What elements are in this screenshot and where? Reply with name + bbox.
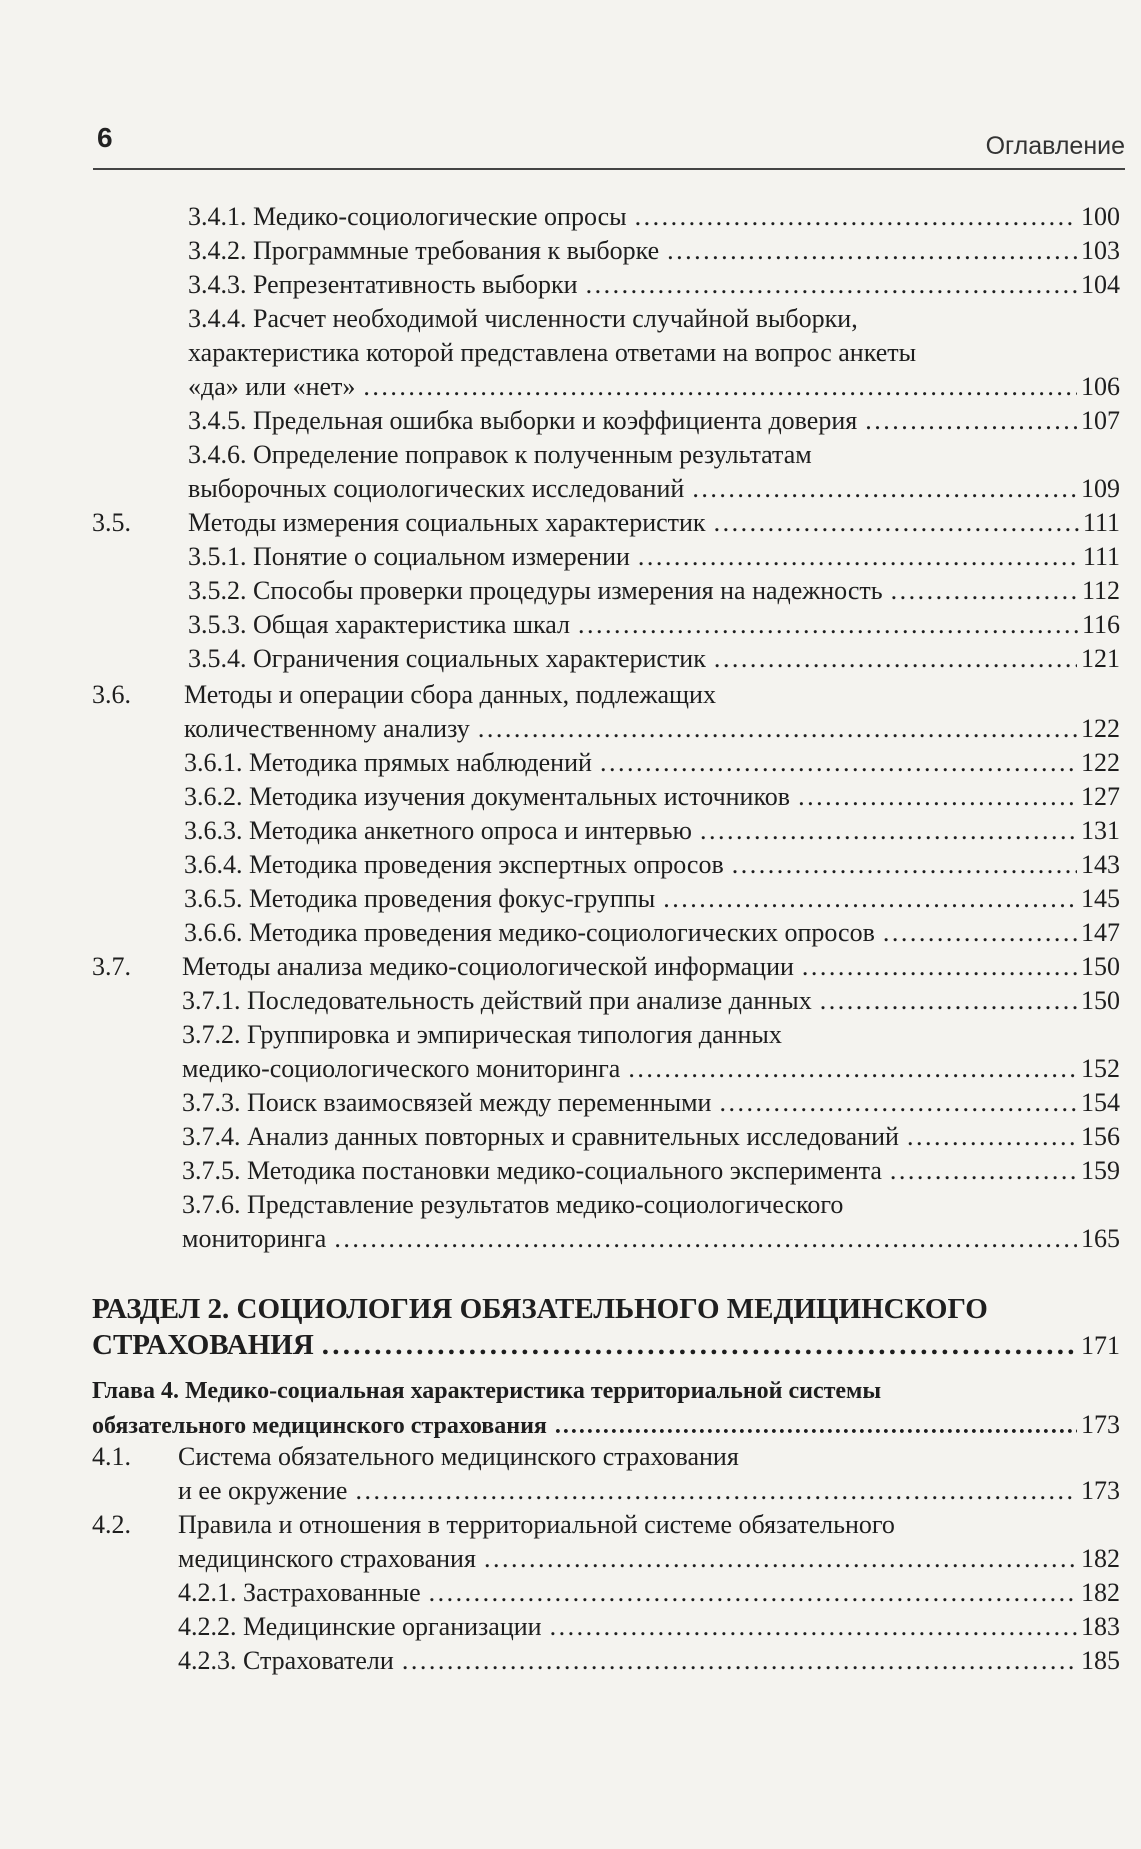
- dot-leader: [891, 574, 1078, 608]
- entry-title-line: 3.7.5. Методика постановки медико-социального эксперимента: [182, 1156, 882, 1185]
- page-ref: 182: [1081, 1544, 1120, 1573]
- entry-title-line: 3.5.3. Общая характеристика шкал: [188, 610, 570, 639]
- dot-leader: [798, 780, 1077, 814]
- entry-title-line: 4.2.3. Страхователи: [178, 1646, 394, 1675]
- page-ref: 127: [1081, 782, 1120, 811]
- entry-title-line: 3.5.1. Понятие о социальном измерении: [188, 542, 630, 571]
- page-ref: 111: [1082, 508, 1120, 537]
- dot-leader: [600, 746, 1077, 780]
- dot-leader: [714, 506, 1079, 540]
- entry-title-line: 3.7.1. Последовательность действий при анализе данных: [182, 986, 812, 1015]
- dot-leader: [663, 882, 1077, 916]
- entry-title-line: 3.6.1. Методика прямых наблюдений: [184, 748, 592, 777]
- section-number: 4.2.: [92, 1510, 131, 1539]
- entry-title-line: 3.4.3. Репрезентативность выборки: [188, 270, 578, 299]
- section-number: 4.1.: [92, 1442, 131, 1471]
- page-ref: 116: [1081, 610, 1120, 639]
- page-ref: 103: [1081, 236, 1120, 265]
- running-title: Оглавление: [985, 132, 1125, 160]
- entry-title-line: 3.7.4. Анализ данных повторных и сравнительных исследований: [182, 1122, 899, 1151]
- entry-title-line: характеристика которой представлена ответами на вопрос анкеты: [188, 338, 917, 367]
- dot-leader: [890, 1154, 1077, 1188]
- dot-leader: [628, 1052, 1077, 1086]
- entry-title-line: и ее окружение: [178, 1476, 348, 1505]
- page-ref: 182: [1081, 1578, 1120, 1607]
- entry-title-line: 3.7.6. Представление результатов медико-социологического: [182, 1190, 844, 1219]
- page-ref: 159: [1081, 1156, 1120, 1185]
- page-number: 6: [97, 122, 113, 153]
- entry-title-line: 3.6.3. Методика анкетного опроса и интервью: [184, 816, 692, 845]
- dot-leader: [550, 1610, 1077, 1644]
- page-ref: 100: [1081, 202, 1120, 231]
- page-ref: 121: [1081, 644, 1120, 673]
- dot-leader: [667, 234, 1077, 268]
- entry-title-line: 3.6.4. Методика проведения экспертных опросов: [184, 850, 724, 879]
- dot-leader: [719, 1086, 1077, 1120]
- dot-leader: [586, 268, 1077, 302]
- page-ref: 104: [1081, 270, 1120, 299]
- entry-title-line: Методы и операции сбора данных, подлежащих: [184, 680, 716, 709]
- entry-title-line: 3.5.2. Способы проверки процедуры измерения на надежность: [188, 576, 883, 605]
- page-ref: 185: [1081, 1646, 1120, 1675]
- entry-title-line: Система обязательного медицинского страхования: [178, 1442, 739, 1471]
- page-ref: 106: [1081, 372, 1120, 401]
- entry-title-line: 3.7.2. Группировка и эмпирическая типология данных: [182, 1020, 782, 1049]
- dot-leader: [638, 540, 1079, 574]
- entry-title-line: «да» или «нет»: [188, 372, 356, 401]
- section-number: 3.5.: [92, 508, 131, 537]
- entry-title-line: 3.6.6. Методика проведения медико-социологических опросов: [184, 918, 875, 947]
- page-ref: 150: [1081, 986, 1120, 1015]
- dot-leader: [429, 1576, 1077, 1610]
- dot-leader: [700, 814, 1077, 848]
- dot-leader: [322, 1328, 1077, 1362]
- entry-title-line: 3.4.6. Определение поправок к полученным результатам: [188, 440, 812, 469]
- page-ref: 152: [1081, 1054, 1120, 1083]
- dot-leader: [355, 1474, 1077, 1508]
- page-ref: 165: [1081, 1224, 1120, 1253]
- entry-title-line: обязательного медицинского страхования: [92, 1413, 547, 1439]
- entry-title-line: Методы измерения социальных характеристик: [188, 508, 706, 537]
- page-ref: 147: [1081, 918, 1120, 947]
- page-ref: 156: [1081, 1122, 1120, 1151]
- dot-leader: [820, 984, 1077, 1018]
- page-ref: 112: [1081, 576, 1120, 605]
- entry-title-line: 4.2.1. Застрахованные: [178, 1578, 421, 1607]
- page-ref: 150: [1081, 952, 1120, 981]
- dot-leader: [578, 608, 1078, 642]
- entry-title-line: Методы анализа медико-социологической информации: [182, 952, 794, 981]
- entry-title-line: 3.4.2. Программные требования к выборке: [188, 236, 660, 265]
- dot-leader: [907, 1120, 1077, 1154]
- page-ref: 154: [1081, 1088, 1120, 1117]
- entry-title-line: 3.6.5. Методика проведения фокус-группы: [184, 884, 656, 913]
- dot-leader: [363, 370, 1077, 404]
- dot-leader: [802, 950, 1077, 984]
- dot-leader: [865, 404, 1077, 438]
- entry-title-line: 3.4.1. Медико-социологические опросы: [188, 202, 627, 231]
- entry-title-line: количественному анализу: [184, 714, 470, 743]
- dot-leader: [478, 712, 1077, 746]
- page-ref: 107: [1081, 406, 1120, 435]
- page-ref: 122: [1081, 748, 1120, 777]
- entry-title-line: Правила и отношения в территориальной системе обязательного: [178, 1510, 895, 1539]
- entry-title-line: РАЗДЕЛ 2. СОЦИОЛОГИЯ ОБЯЗАТЕЛЬНОГО МЕДИЦИНСКОГО: [92, 1293, 988, 1325]
- dot-leader: [555, 1409, 1077, 1443]
- entry-title-line: выборочных социологических исследований: [188, 474, 685, 503]
- entry-title-line: СТРАХОВАНИЯ: [92, 1329, 314, 1361]
- entry-title-line: 3.5.4. Ограничения социальных характеристик: [188, 644, 706, 673]
- dot-leader: [883, 916, 1077, 950]
- entry-title-line: 3.4.4. Расчет необходимой численности случайной выборки,: [188, 304, 858, 333]
- page-ref: 143: [1081, 850, 1120, 879]
- section-number: 3.7.: [92, 952, 131, 981]
- dot-leader: [714, 642, 1077, 676]
- page-ref: 171: [1081, 1331, 1120, 1360]
- entry-title-line: 3.6.2. Методика изучения документальных источников: [184, 782, 791, 811]
- page-ref: 145: [1081, 884, 1120, 913]
- entry-title-line: 3.7.3. Поиск взаимосвязей между переменными: [182, 1088, 712, 1117]
- page-ref: 183: [1081, 1612, 1120, 1641]
- page-ref: 109: [1081, 474, 1120, 503]
- entry-title-line: медико-социологического мониторинга: [182, 1054, 621, 1083]
- entry-title-line: 4.2.2. Медицинские организации: [178, 1612, 542, 1641]
- dot-leader: [692, 472, 1077, 506]
- page-ref: 122: [1081, 714, 1120, 743]
- entry-title-line: мониторинга: [182, 1224, 327, 1253]
- dot-leader: [334, 1222, 1077, 1256]
- section-number: 3.6.: [92, 680, 131, 709]
- entry-title-line: Глава 4. Медико-социальная характеристика территориальной системы: [92, 1378, 882, 1404]
- dot-leader: [635, 200, 1077, 234]
- entry-title-line: 3.4.5. Предельная ошибка выборки и коэффициента доверия: [188, 406, 858, 435]
- page-ref: 173: [1081, 1410, 1120, 1439]
- page-ref: 111: [1082, 542, 1120, 571]
- page-ref: 131: [1081, 816, 1120, 845]
- dot-leader: [402, 1644, 1077, 1678]
- entry-title-line: медицинского страхования: [178, 1544, 476, 1573]
- dot-leader: [484, 1542, 1077, 1576]
- page-ref: 173: [1081, 1476, 1120, 1505]
- dot-leader: [732, 848, 1077, 882]
